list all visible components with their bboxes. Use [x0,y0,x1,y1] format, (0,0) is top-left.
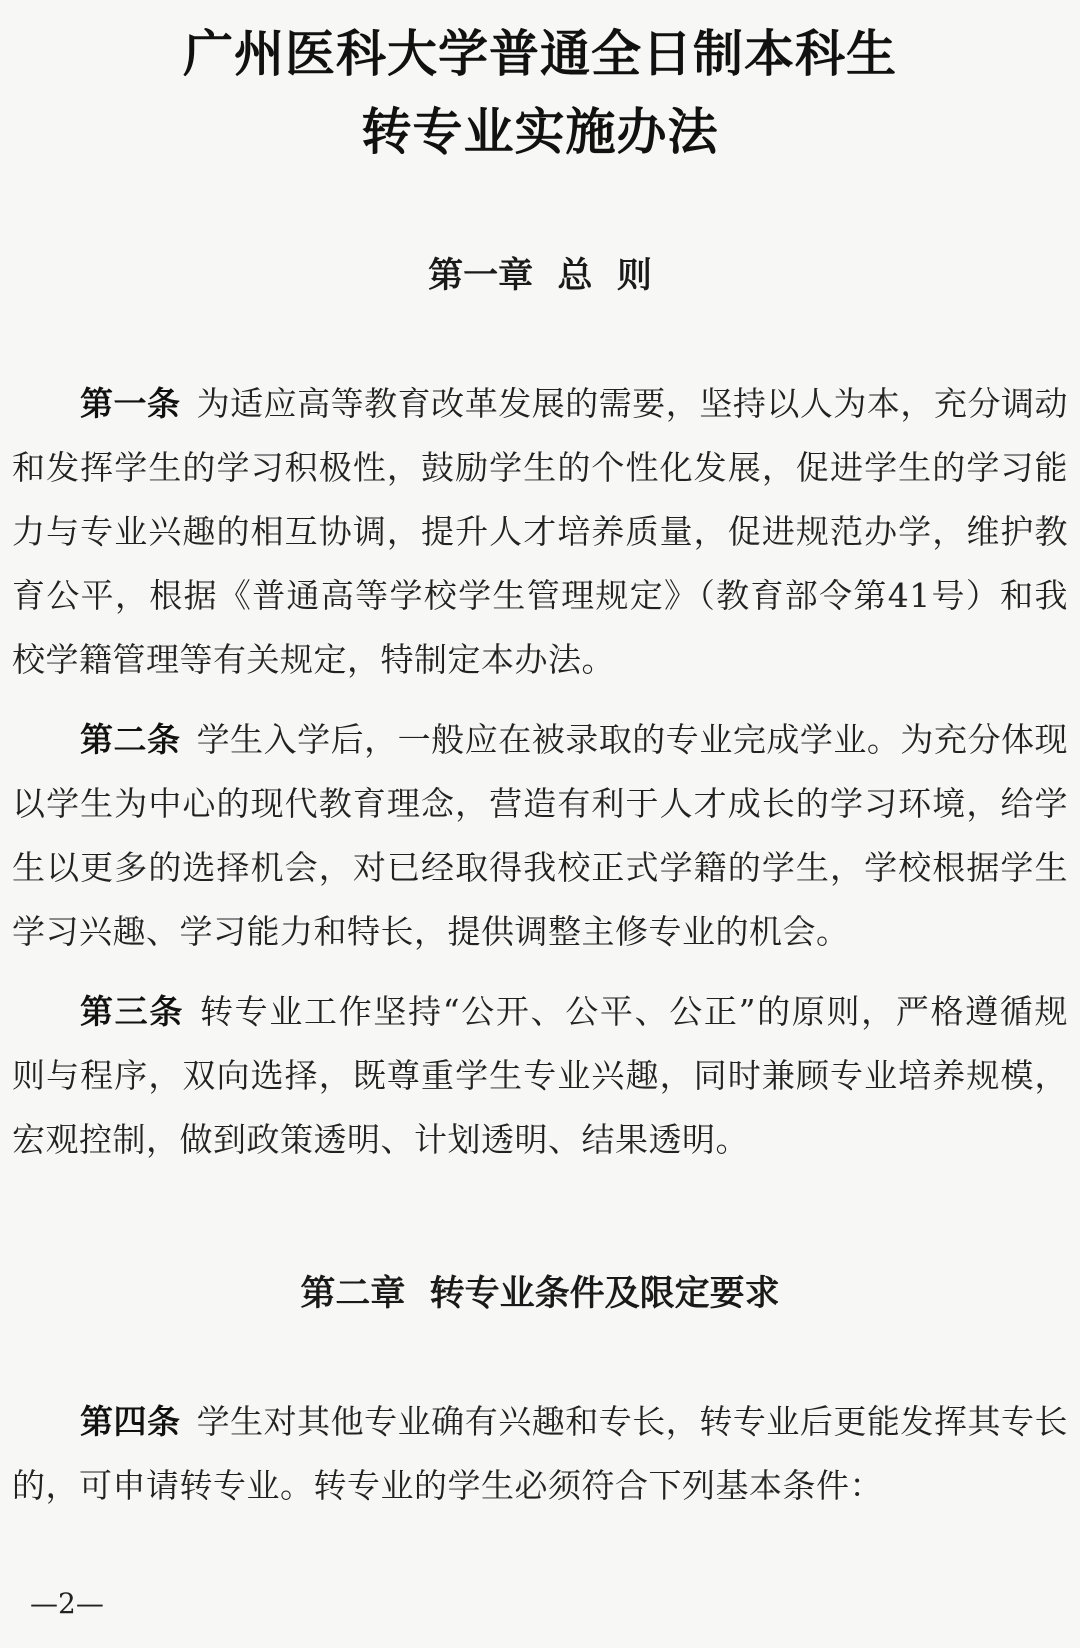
article-1 [12,372,1068,692]
chapter-heading-2: 第二章 转专业条件及限定要求 [300,1274,780,1314]
article-2 [12,708,1068,964]
article-label: 第一条 [80,384,181,423]
chapter-heading-1: 第一章 总 则 [428,256,652,296]
document-title-line-2: 转专业实施办法 [361,103,719,161]
article-text: 学生入学后，一般应在被录取的专业完成学业。为充分体现以学生为中心的现代教育理念，营造有利于人才成长的学习环境，给学生以更多的选择机会，对已经取得我校正式学籍的学生，学校根据学生学习兴趣、学习能力和特长，提供调整主修专业的机会。 [12,720,1069,951]
article-label: 第二条 [80,720,181,759]
article-label: 第三条 [80,992,185,1031]
article-text: 学生对其他专业确有兴趣和专长，转专业后更能发挥其专长的，可申请转专业。转专业的学生必须符合下列基本条件： [12,1402,1069,1505]
article-text: 为适应高等教育改革发展的需要，坚持以人为本，充分调动和发挥学生的学习积极性，鼓励学生的个性化发展，促进学生的学习能力与专业兴趣的相互协调，提升人才培养质量，促进规范办学，维护教育公平，根据《普通高等学校学生管理规定》（教育部令第41号）和我校学籍管理等有关规定，特制定本办法。 [12,384,1069,679]
document-title-line-1: 广州医科大学普通全日制本科生 [183,25,897,83]
article-text: 转专业工作坚持“公开、公平、公正”的原则，严格遵循规则与程序，双向选择，既尊重学生专业兴趣，同时兼顾专业培养规模，宏观控制，做到政策透明、计划透明、结果透明。 [12,992,1068,1159]
article-4 [12,1390,1068,1518]
page-number: —2— [30,1587,104,1620]
article-label: 第四条 [80,1402,181,1441]
article-3 [12,980,1068,1172]
